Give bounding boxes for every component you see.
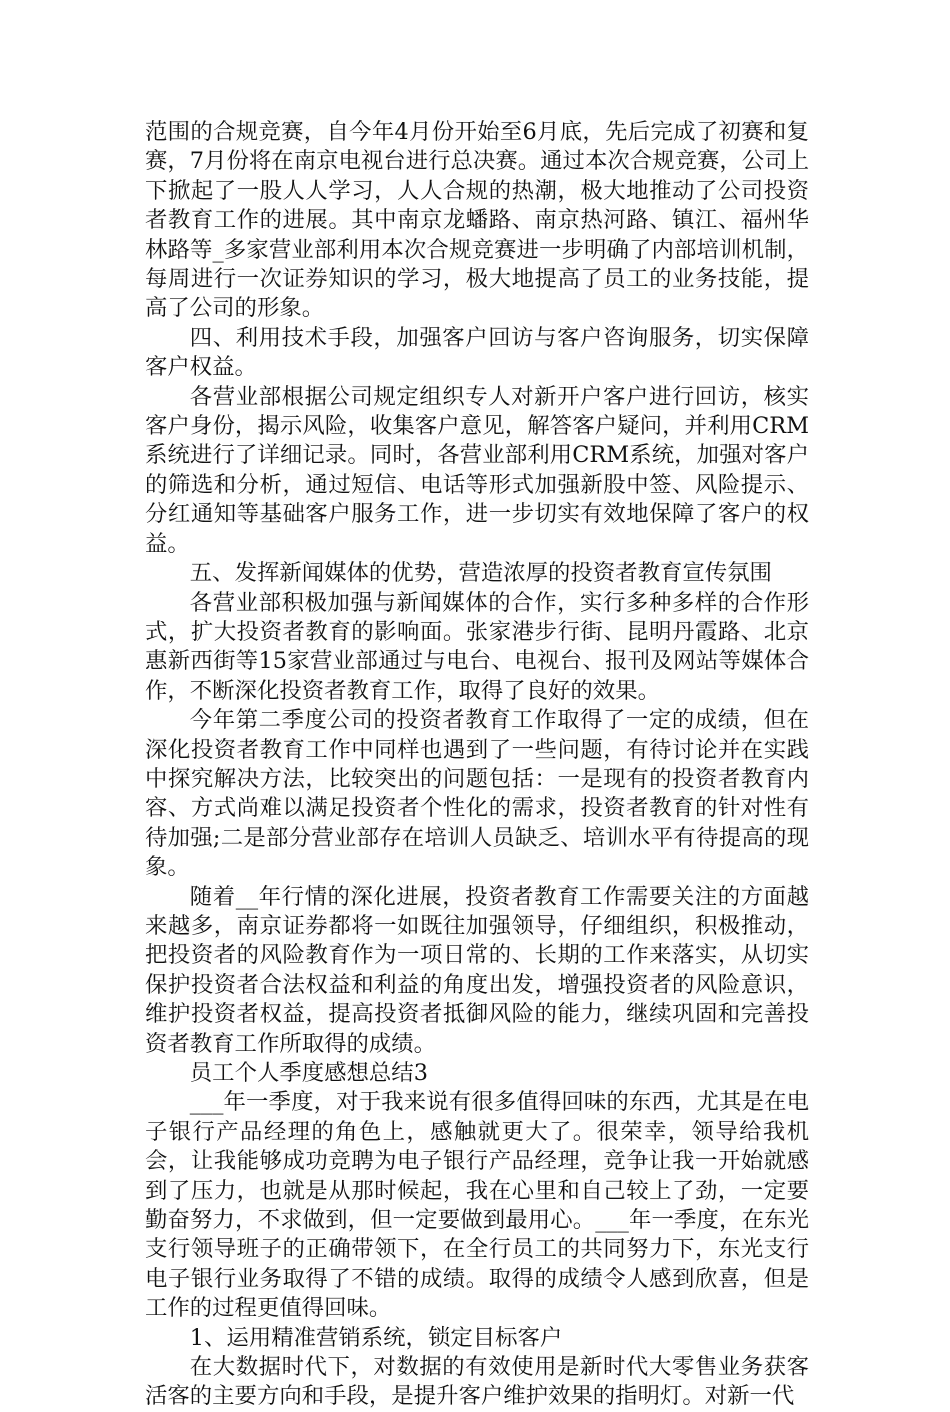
document-body	[145, 118, 809, 1412]
paragraph-problems: 今年第二季度公司的投资者教育工作取得了一定的成绩，但在深化投资者教育工作中同样也遇到了一些问题，有待讨论并在实践中探究解决方法，比较突出的问题包括：一是现有的投资者教育内容、方式尚难以满足投资者个性化的需求，投资者教育的针对性有待加强;二是部分营业部存在培训人员缺乏、培训水平有待提高的现象。	[145, 707, 809, 881]
paragraph-quarter-review: ___年一季度，对于我来说有很多值得回味的东西，尤其是在电子银行产品经理的角色上，感触就更大了。很荣幸，领导给我机会，让我能够成功竞聘为电子银行产品经理，竞争让我一开始就感到了压力，也就是从那时候起，我在心里和自己较上了劲，一定要勤奋努力，不求做到，但一定要做到最用心。___年一季度，在东光支行领导班子的正确带领下，在全行员工的共同努力下，东光支行电子银行业务取得了不错的成绩。取得的成绩令人感到欣喜，但是工作的过程更值得回味。	[145, 1089, 809, 1322]
paragraph-outlook: 随着__年行情的深化进展，投资者教育工作需要关注的方面越来越多，南京证券都将一如既往加强领导，仔细组织，积极推动，把投资者的风险教育作为一项日常的、长期的工作来落实，从切实保护投资者合法权益和利益的角度出发，增强投资者的风险意识，维护投资者权益，提高投资者抵御风险的能力，继续巩固和完善投资者教育工作所取得的成绩。	[145, 883, 809, 1057]
heading-section-four: 四、利用技术手段，加强客户回访与客户咨询服务，切实保障客户权益。	[145, 324, 809, 381]
paragraph-client-visits: 各营业部根据公司规定组织专人对新开户客户进行回访，核实客户身份，揭示风险，收集客户意见，解答客户疑问，并利用CRM系统进行了详细记录。同时，各营业部利用CRM系统，加强对客户的筛选和分析，通过短信、电话等形式加强新股中签、风险提示、分红通知等基础客户服务工作，进一步切实有效地保障了客户的权益。	[145, 383, 809, 557]
section-title-summary-3: 员工个人季度感想总结3	[189, 1060, 428, 1086]
paragraph-media-cooperation: 各营业部积极加强与新闻媒体的合作，实行多种多样的合作形式，扩大投资者教育的影响面。张家港步行街、昆明丹霞路、北京惠新西街等15家营业部通过与电台、电视台、报刊及网站等媒体合作，不断深化投资者教育工作，取得了良好的效果。	[145, 589, 809, 704]
heading-section-five: 五、发挥新闻媒体的优势，营造浓厚的投资者教育宣传氛围	[189, 560, 772, 587]
paragraph-competition: 范围的合规竞赛，自今年4月份开始至6月底，先后完成了初赛和复赛，7月份将在南京电视台进行总决赛。通过本次合规竞赛，公司上下掀起了一股人人学习，人人合规的热潮，极大地推动了公司投资者教育工作的进展。其中南京龙蟠路、南京热河路、镇江、福州华林路等_多家营业部利用本次合规竞赛进一步明确了内部培训机制，每周进行一次证券知识的学习，极大地提高了员工的业务技能，提高了公司的形象。	[145, 119, 809, 322]
paragraph-big-data: 在大数据时代下，对数据的有效使用是新时代大零售业务获客活客的主要方向和手段，是提升客户维护效果的指明灯。对新一代	[145, 1354, 809, 1410]
heading-item-one: 1、运用精准营销系统，锁定目标客户	[189, 1324, 563, 1351]
